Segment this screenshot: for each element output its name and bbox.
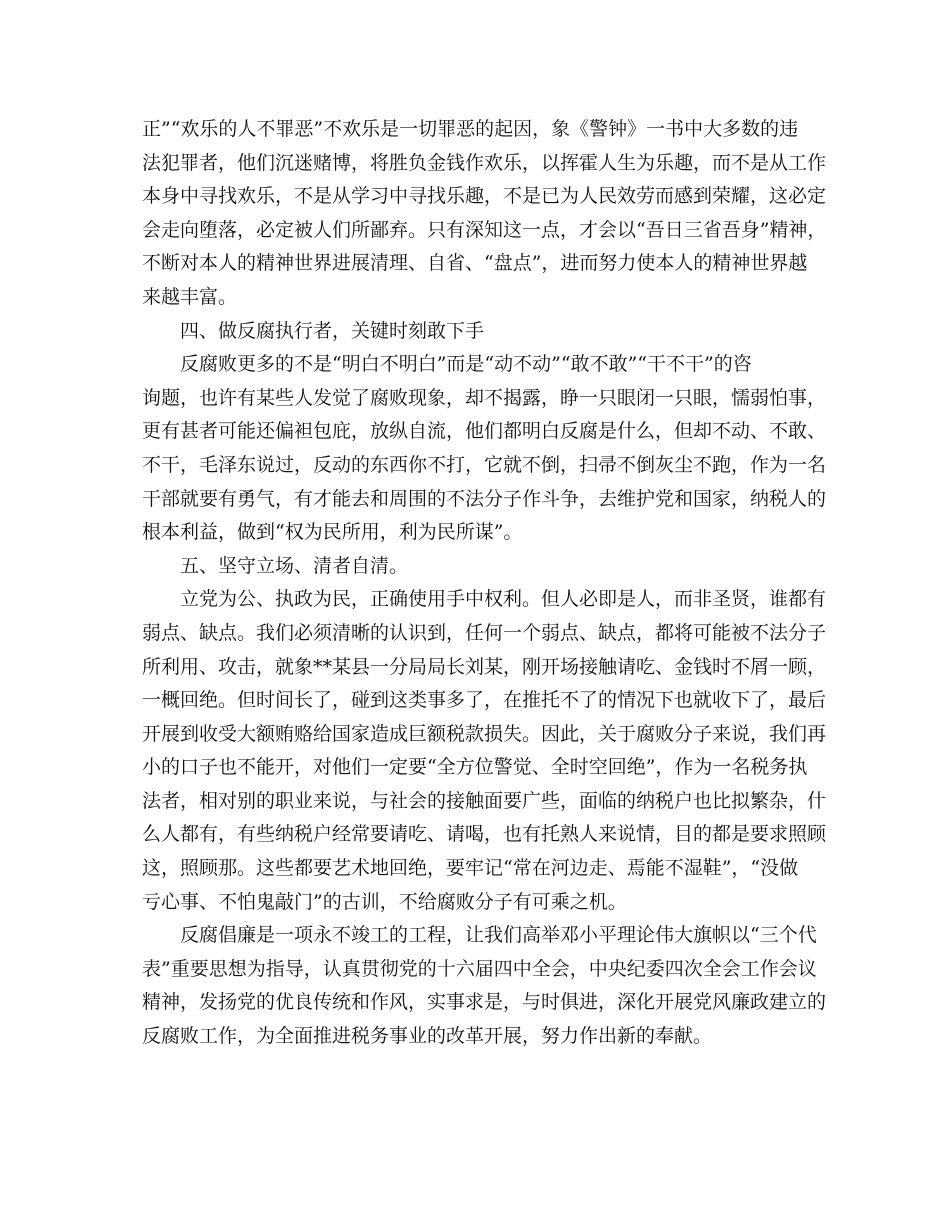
paragraph-line: 表”重要思想为指导，认真贯彻党的十六届四中全会，中央纪委四次全会工作会议 xyxy=(142,957,817,980)
paragraph-line: 来越丰富。 xyxy=(142,285,238,308)
document-body xyxy=(142,113,827,1054)
paragraph-2 xyxy=(142,348,827,550)
paragraph-line: 反腐倡廉是一项永不竣工的工程，让我们高举邓小平理论伟大旗帜以“三个代 xyxy=(180,924,817,947)
paragraph-line: 会走向堕落，必定被人们所鄙弃。只有深知这一点，才会以“吾日三省吾身”精神， xyxy=(142,218,827,241)
paragraph-line: 反腐败工作，为全面推进税务事业的改革开展，努力作出新的奉献。 xyxy=(142,1025,713,1048)
heading-line: 四、做反腐执行者，关键时刻敢下手 xyxy=(180,319,485,342)
paragraph-line: 这，照顾那。这些都要艺术地回绝，要牢记“常在河边走、焉能不湿鞋”，“没做 xyxy=(142,857,799,880)
paragraph-line: 精神，发扬党的优良传统和作风，实事求是，与时俱进，深化开展党风廉政建立的 xyxy=(142,991,827,1014)
paragraph-line: 一概回绝。但时间长了，碰到这类事多了，在推托不了的情况下也就收下了，最后 xyxy=(142,689,827,712)
paragraph-line: 法犯罪者，他们沉迷赌博，将胜负金钱作欢乐，以挥霍人生为乐趣，而不是从工作 xyxy=(142,151,827,174)
paragraph-line: 正”“欢乐的人不罪恶”不欢乐是一切罪恶的起因，象《警钟》一书中大多数的违 xyxy=(142,118,799,140)
paragraph-line: 亏心事、不怕鬼敲门”的古训，不给腐败分子有可乘之机。 xyxy=(142,890,627,913)
paragraph-line: 本身中寻找欢乐，不是从学习中寻找乐趣，不是已为人民效劳而感到荣耀，这必定 xyxy=(142,185,827,208)
paragraph-1 xyxy=(142,113,827,315)
paragraph-line: 弱点、缺点。我们必须清晰的认识到，任何一个弱点、缺点，都将可能被不法分子 xyxy=(142,621,827,644)
heading-line: 五、坚守立场、清者自清。 xyxy=(180,554,409,577)
paragraph-line: 小的口子也不能开，对他们一定要“全方位警觉、全时空回绝”，作为一名税务执 xyxy=(142,756,808,779)
paragraph-line: 所利用、攻击，就象**某县一分局局长刘某，刚开场接触请吃、金钱时不屑一顾， xyxy=(142,655,827,678)
paragraph-line: 开展到收受大额贿赂给国家造成巨额税款损失。因此，关于腐败分子来说，我们再 xyxy=(142,722,827,745)
section-heading-4 xyxy=(142,315,822,349)
paragraph-line: 根本利益，做到“权为民所用，利为民所谋”。 xyxy=(142,521,523,544)
paragraph-line: 更有甚者可能还偏袒包庇，放纵自流，他们都明白反腐是什么，但却不动、不敢、 xyxy=(142,420,827,443)
paragraph-line: 么人都有，有些纳税户经常要请吃、请喝，也有托熟人来说情，目的都是要求照顾 xyxy=(142,823,827,846)
paragraph-line: 法者，相对别的职业来说，与社会的接触面要广些，面临的纳税户也比拟繁杂，什 xyxy=(142,789,827,812)
paragraph-line: 不干，毛泽东说过，反动的东西你不打，它就不倒，扫帚不倒灰尘不跑，作为一名 xyxy=(142,453,827,476)
paragraph-line: 立党为公、执政为民，正确使用手中权利。但人必即是人，而非圣贤，谁都有 xyxy=(180,588,827,611)
paragraph-line: 反腐败更多的不是“明白不明白”而是“动不动”“敢不敢”“干不干”的咨 xyxy=(180,353,752,376)
paragraph-3 xyxy=(142,583,827,919)
paragraph-4 xyxy=(142,919,827,1053)
paragraph-line: 不断对本人的精神世界进展清理、自省、“盘点”，进而努力使本人的精神世界越 xyxy=(142,252,808,275)
paragraph-line: 询题，也许有某些人发觉了腐败现象，却不揭露，睁一只眼闭一只眼，懦弱怕事， xyxy=(142,386,827,409)
section-heading-5 xyxy=(142,550,822,584)
paragraph-line: 干部就要有勇气，有才能去和周围的不法分子作斗争，去维护党和国家，纳税人的 xyxy=(142,487,827,510)
